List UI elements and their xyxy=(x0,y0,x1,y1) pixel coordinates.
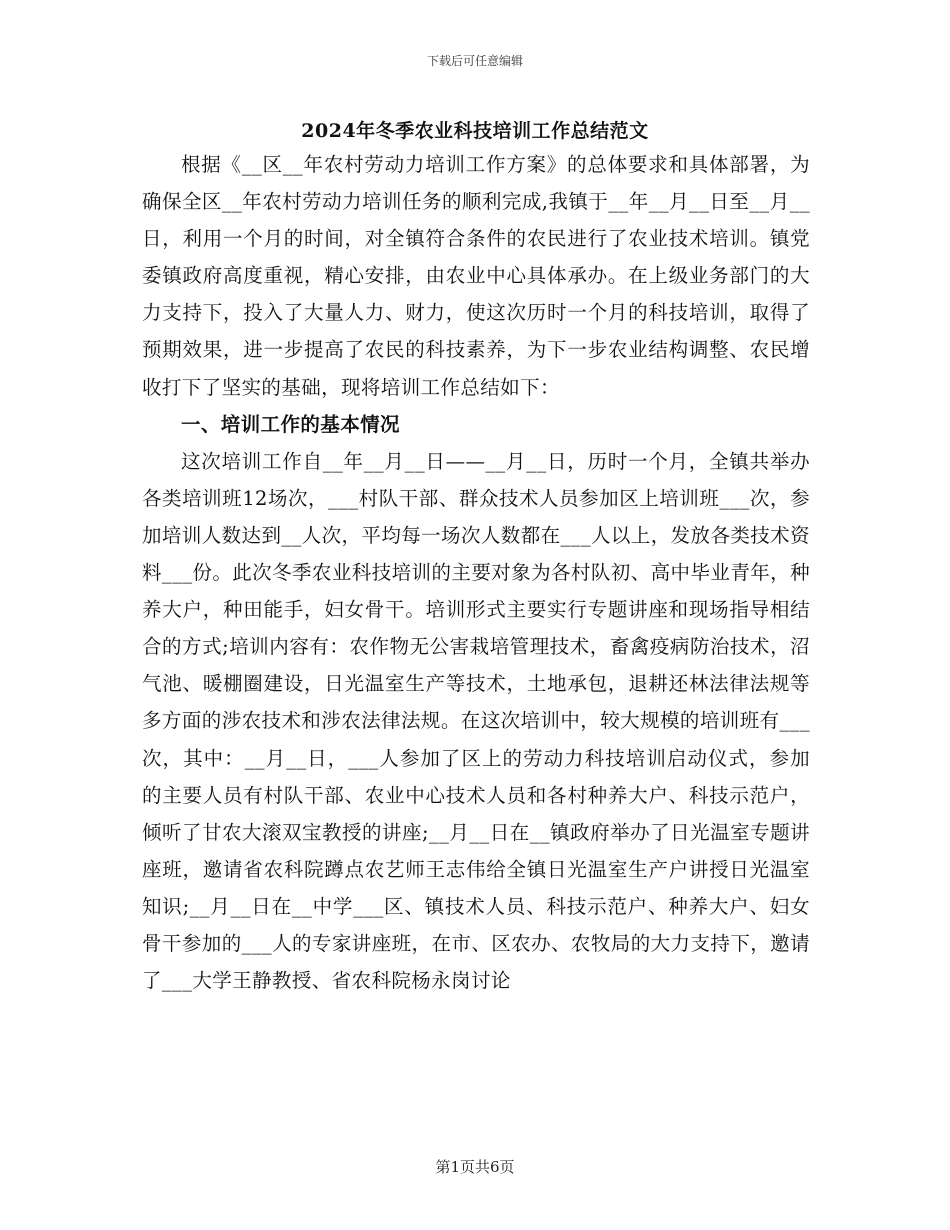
paragraph-intro: 根据《__区__年农村劳动力培训工作方案》的总体要求和具体部署，为确保全区__年农村劳动力培训任务的顺利完成,我镇于__年__月__日至__月__日，利用一个月的时间，对全镇符合条件的农民进行了农业技术培训。镇党委镇政府高度重视，精心安排，由农业中心具体承办。在上级业务部门的大力支持下，投入了大量人力、财力，使这次历时一个月的科技培训，取得了预期效果，进一步提高了农民的科技素养，为下一步农业结构调整、农民增收打下了坚实的基础，现将培训工作总结如下： xyxy=(142,153,810,399)
page-number-footer: 第1页共6页 xyxy=(435,1158,515,1176)
paragraph-basic-situation: 这次培训工作自__年__月__日——__月__日，历时一个月，全镇共举办各类培训班12场次，___村队干部、群众技术人员参加区上培训班___次，参加培训人数达到__人次，平均每一场次人数都在___人以上，发放各类技术资料___份。此次冬季农业科技培训的主要对象为各村队初、高中毕业青年，种养大户，种田能手，妇女骨干。培训形式主要实行专题讲座和现场指导相结合的方式;培训内容有：农作物无公害栽培管理技术，畜禽疫病防治技术，沼气池、暖棚圈建设，日光温室生产等技术，土地承包，退耕还林法律法规等多方面的涉农技术和涉农法律法规。在这次培训中，较大规模的培训班有___次，其中：__月__日，___人参加了区上的劳动力科技培训启动仪式，参加的主要人员有村队干部、农业中心技术人员和各村种养大户、科技示范户，倾听了甘农大滚双宝教授的讲座;__月__日在__镇政府举办了日光温室专题讲座班，邀请省农科院蹲点农艺师王志伟给全镇日光温室生产户讲授日光温室知识;__月__日在__中学___区、镇技术人员、科技示范户、种养大户、妇女骨干参加的___人的专家讲座班，在市、区农办、农牧局的大力支持下，邀请了___大学王静教授、省农科院杨永岗讨论 xyxy=(142,449,810,993)
document-body xyxy=(142,146,810,999)
page-header-note: 下载后可任意编辑 xyxy=(426,54,523,68)
document-title: 2024年冬季农业科技培训工作总结范文 xyxy=(301,120,649,142)
section-heading-1: 一、培训工作的基本情况 xyxy=(181,412,400,436)
